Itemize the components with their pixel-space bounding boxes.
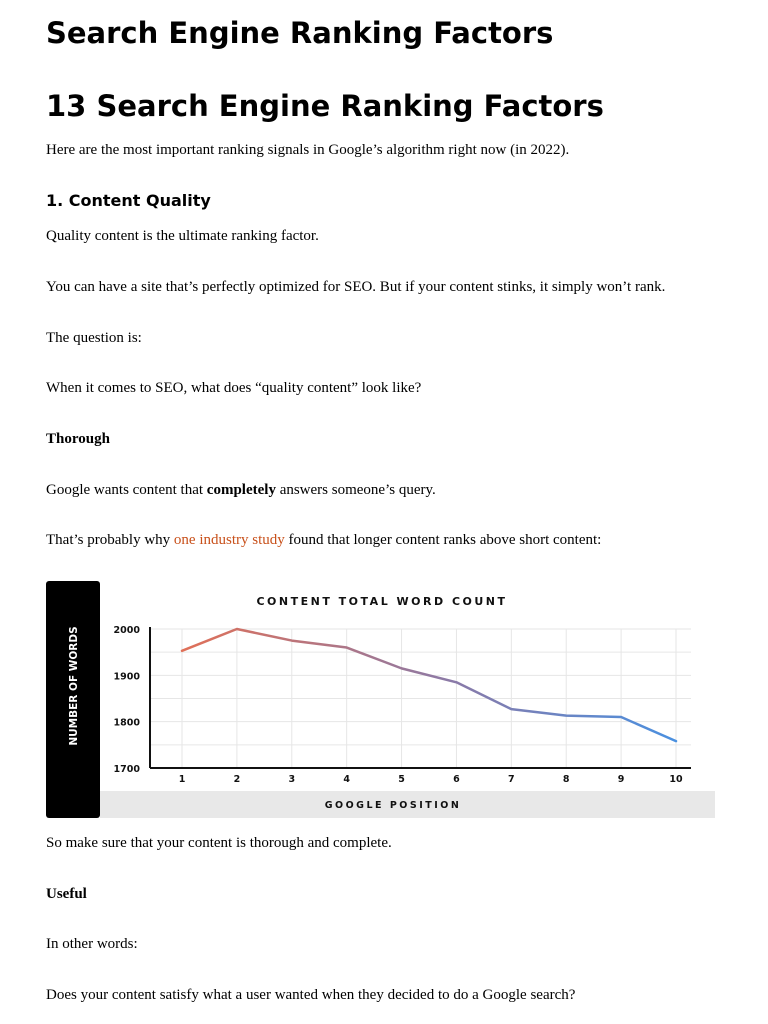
chart-background	[46, 581, 715, 818]
p6-text-before: That’s probably why	[46, 532, 174, 548]
chart-x-tick-label: 8	[562, 774, 570, 785]
chart-svg	[46, 581, 715, 818]
chart-x-tick-label: 2	[233, 774, 241, 785]
chart-x-tick-label: 1	[178, 774, 186, 785]
paragraph-6	[46, 532, 601, 549]
chart-x-tick-label: 9	[617, 774, 625, 785]
intro-paragraph: Here are the most important ranking signals in Google’s algorithm right now (in 2022).	[46, 142, 570, 158]
paragraph-7: So make sure that your content is thorough and complete.	[46, 835, 392, 851]
p5-text-after: answers someone’s query.	[275, 482, 436, 498]
subheading-thorough: Thorough	[46, 431, 110, 447]
chart-y-tick-label: 2000	[113, 625, 140, 636]
section-heading-content-quality: 1. Content Quality	[46, 191, 211, 210]
paragraph-5	[46, 482, 436, 499]
chart-x-tick-label: 7	[508, 774, 515, 785]
article-subtitle: 13 Search Engine Ranking Factors	[46, 89, 604, 123]
paragraph-2: You can have a site that’s perfectly optimized for SEO. But if your content stinks, it simply won’t rank.	[46, 279, 666, 295]
paragraph-3: The question is:	[46, 330, 142, 346]
chart-x-axis-label: GOOGLE POSITION	[324, 800, 462, 811]
chart-y-tick-label: 1800	[113, 717, 140, 729]
page-title: Search Engine Ranking Factors	[46, 16, 554, 50]
chart-y-tick-label: 1700	[113, 764, 140, 775]
subheading-useful: Useful	[46, 886, 87, 902]
chart-x-tick-label: 3	[288, 774, 296, 785]
chart-x-tick-label: 10	[669, 774, 683, 785]
p5-text-before: Google wants content that	[46, 482, 207, 498]
paragraph-8: In other words:	[46, 936, 138, 952]
paragraph-4: When it comes to SEO, what does “quality content” look like?	[46, 380, 422, 396]
p5-bold-text: completely	[206, 482, 276, 498]
paragraph-1: Quality content is the ultimate ranking factor.	[46, 228, 319, 244]
chart-title: CONTENT TOTAL WORD COUNT	[256, 595, 508, 608]
chart-y-tick-label: 1900	[113, 671, 140, 683]
chart-y-axis-label: NUMBER OF WORDS	[68, 626, 80, 746]
word-count-chart	[46, 581, 715, 818]
chart-x-tick-label: 4	[343, 774, 350, 785]
chart-x-tick-label: 6	[453, 774, 460, 785]
industry-study-link[interactable]: one industry study	[173, 532, 285, 548]
paragraph-9: Does your content satisfy what a user wanted when they decided to do a Google search?	[46, 987, 576, 1003]
p6-text-after: found that longer content ranks above short content:	[284, 532, 602, 548]
chart-x-tick-label: 5	[398, 774, 405, 785]
